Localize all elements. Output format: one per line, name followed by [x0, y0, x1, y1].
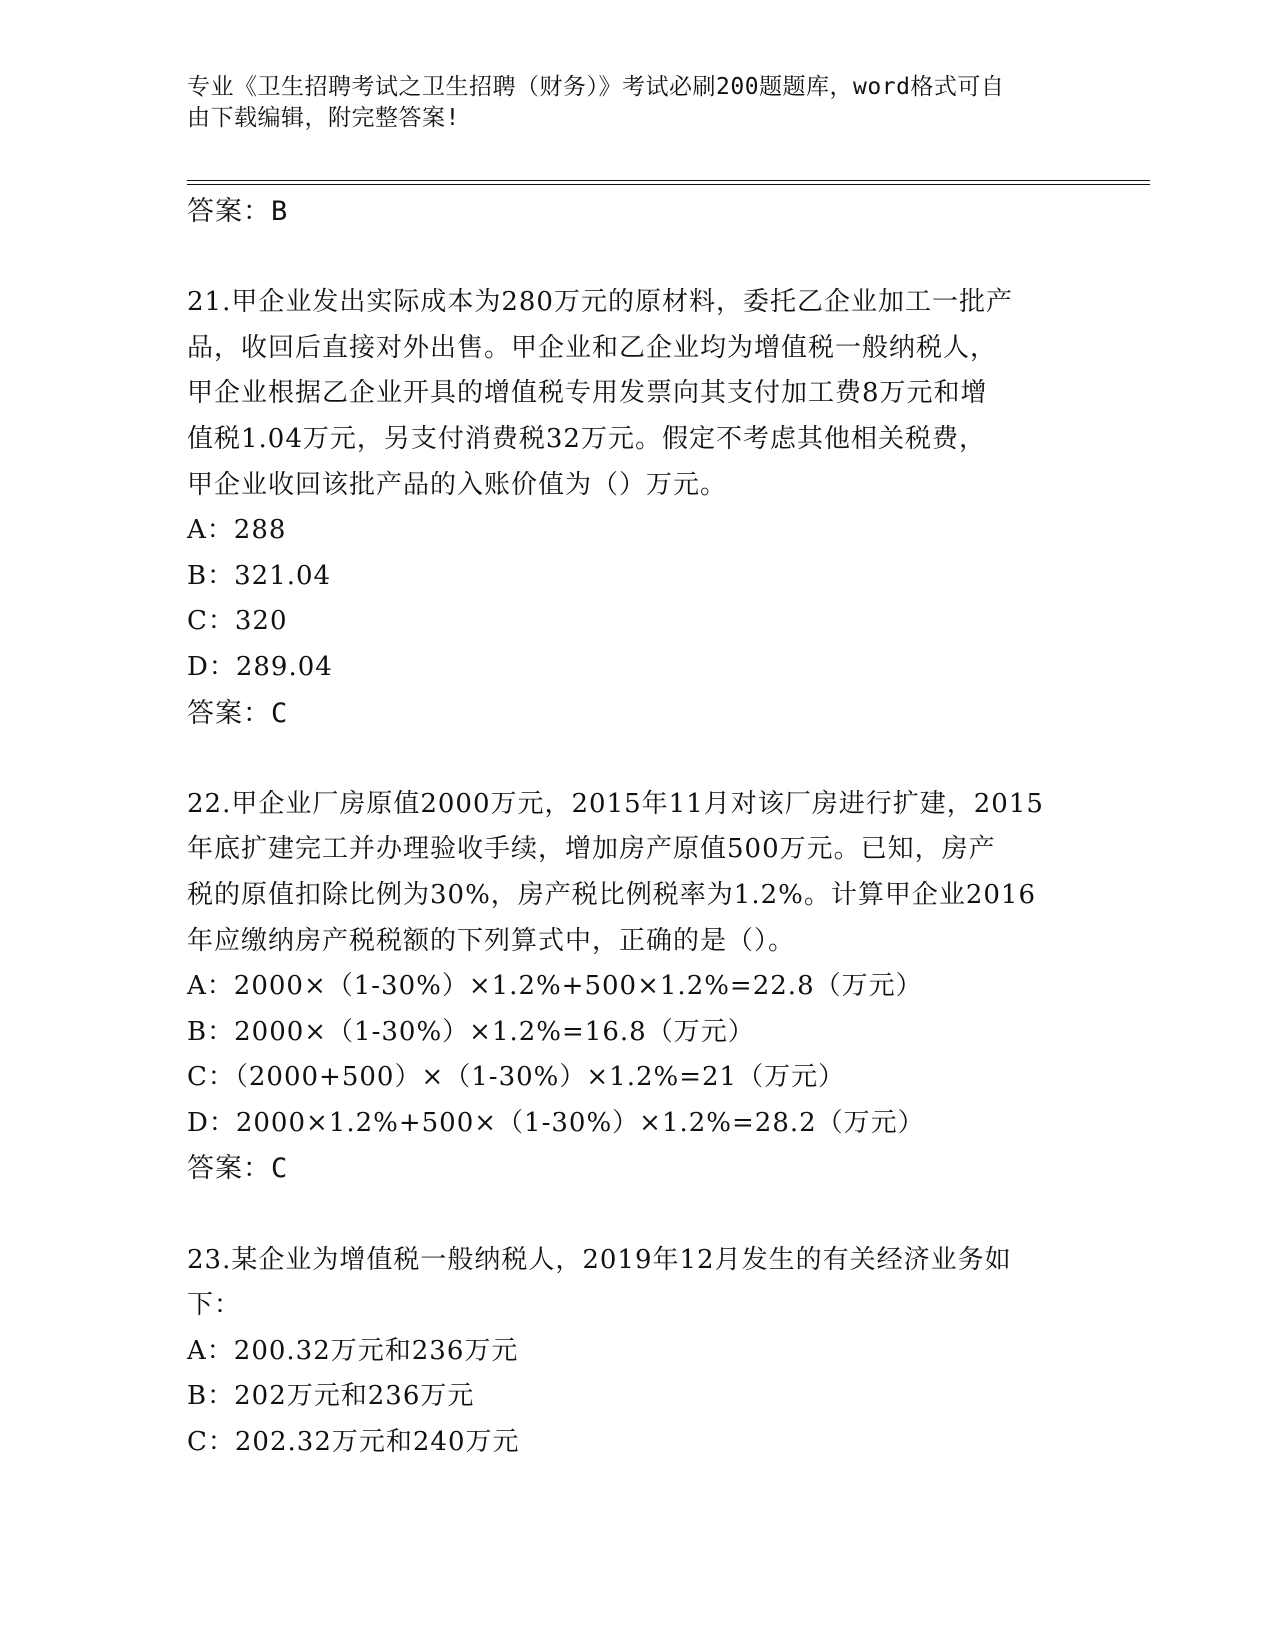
answer-q21: 答案：C [187, 697, 289, 729]
question-stem-line: 年应缴纳房产税税额的下列算式中，正确的是（）。 [187, 925, 796, 956]
option-a: A：200.32万元和236万元 [187, 1335, 519, 1366]
header-line: 由下载编辑，附完整答案! [187, 105, 460, 131]
option-a: A：288 [187, 515, 287, 546]
question-stem-line: 21.甲企业发出实际成本为280万元的原材料，委托乙企业加工一批产 [187, 287, 1013, 318]
question-stem-line: 22.甲企业厂房原值2000万元，2015年11月对该厂房进行扩建，2015 [187, 788, 1044, 819]
question-stem-line: 下： [187, 1290, 242, 1321]
option-d: D：2000×1.2%+500×（1-30%）×1.2%=28.2（万元） [187, 1107, 925, 1138]
option-c: C：202.32万元和240万元 [187, 1427, 520, 1458]
option-c: C：（2000+500）×（1-30%）×1.2%=21（万元） [187, 1062, 846, 1093]
question-stem-line: 甲企业根据乙企业开具的增值税专用发票向其支付加工费8万元和增 [187, 378, 988, 409]
header-divider-bottom [187, 184, 1150, 185]
header-line: 专业《卫生招聘考试之卫生招聘（财务）》考试必刷200题题库，word格式可自 [187, 74, 1005, 100]
document-header [187, 72, 1087, 134]
question-stem-line: 甲企业收回该批产品的入账价值为（）万元。 [187, 469, 728, 500]
option-c: C：320 [187, 606, 288, 637]
option-b: B：202万元和236万元 [187, 1381, 475, 1412]
option-b: B：2000×（1-30%）×1.2%=16.8（万元） [187, 1016, 755, 1047]
question-stem-line: 23.某企业为增值税一般纳税人，2019年12月发生的有关经济业务如 [187, 1244, 1012, 1275]
header-divider-top [187, 180, 1150, 181]
question-21 [187, 280, 1087, 736]
spacer [187, 736, 1087, 782]
question-stem-line: 品，收回后直接对外出售。甲企业和乙企业均为增值税一般纳税人， [187, 332, 998, 363]
answer-q22: 答案：C [187, 1153, 289, 1185]
question-23 [187, 1238, 1087, 1466]
question-stem-line: 值税1.04万元，另支付消费税32万元。假定不考虑其他相关税费， [187, 423, 986, 454]
answer-q20: 答案：B [187, 196, 289, 227]
question-22 [187, 782, 1087, 1192]
question-stem-line: 年底扩建完工并办理验收手续，增加房产原值500万元。已知，房产 [187, 834, 996, 865]
question-stem-line: 税的原值扣除比例为30%，房产税比例税率为1.2%。计算甲企业2016 [187, 879, 1037, 910]
spacer [187, 235, 1087, 281]
option-b: B：321.04 [187, 560, 332, 591]
option-d: D：289.04 [187, 651, 333, 682]
spacer [187, 1192, 1087, 1238]
option-a: A：2000×（1-30%）×1.2%+500×1.2%=22.8（万元） [187, 971, 923, 1002]
page-content [187, 189, 1087, 1466]
